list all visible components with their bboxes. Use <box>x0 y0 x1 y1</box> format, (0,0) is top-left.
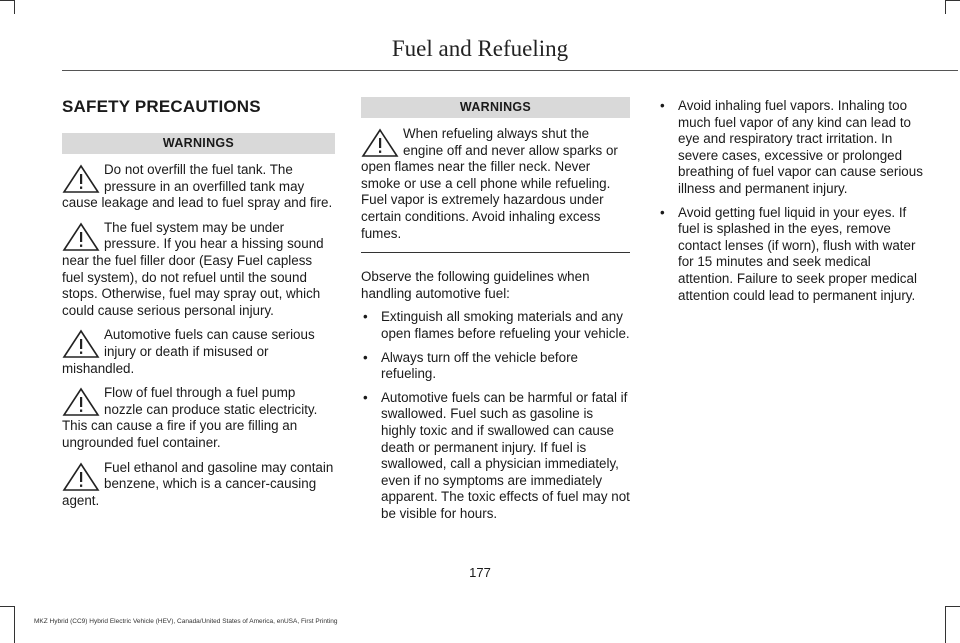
warning-text: Do not overfill the fuel tank. The pressure in an overfilled tank may cause leakage and lead to fuel spray and fire. <box>62 162 333 211</box>
column-2 <box>361 97 630 522</box>
warning-text: Fuel ethanol and gasoline may contain benzene, which is a cancer-causing agent. <box>62 459 334 508</box>
warning-text: The fuel system may be under pressure. If you hear a hissing sound near the fuel filler door (Easy Fuel capless fuel system), do not refuel until the sound stops. Otherwise, fuel may spray out, which could cause serious personal injury. <box>62 219 324 318</box>
warnings-header: WARNINGS <box>62 133 335 154</box>
bullet: • <box>363 389 368 405</box>
footer-text: MKZ Hybrid (CC9) Hybrid Electric Vehicle (HEV), Canada/United States of America, enUSA, First Printing <box>34 618 338 625</box>
warnings-rule <box>361 252 630 253</box>
warning-item <box>62 327 335 377</box>
warning-text: When refueling always shut the engine off and never allow sparks or open flames near the filler neck. Never smoke or use a cell phone while refueling. Fuel vapor is extremely hazardous under certain conditions. Avoid inhaling excess fumes. <box>361 126 618 241</box>
guidelines-intro: Observe the following guidelines when handling automotive fuel: <box>361 269 590 301</box>
warning-triangle-icon <box>62 462 100 492</box>
warning-triangle-icon <box>62 164 100 194</box>
warning-triangle-icon <box>62 387 100 417</box>
warning-triangle-icon <box>62 222 100 252</box>
crop-mark <box>945 606 946 643</box>
warning-triangle-icon <box>361 128 399 158</box>
crop-mark <box>0 0 14 1</box>
crop-mark <box>945 0 946 14</box>
warning-item <box>62 385 335 451</box>
guidelines-list <box>361 309 630 522</box>
warning-triangle-icon <box>62 329 100 359</box>
list-item-text: Extinguish all smoking materials and any open flames before refueling your vehicle. <box>381 309 630 341</box>
warning-item <box>361 126 630 242</box>
crop-mark <box>946 606 960 607</box>
warning-item <box>62 460 335 510</box>
column-1 <box>62 133 335 509</box>
crop-mark <box>0 606 14 607</box>
list-item <box>361 309 630 342</box>
bullet: • <box>660 98 665 113</box>
bullet: • <box>660 204 665 220</box>
list-item <box>658 205 926 305</box>
section-title: SAFETY PRECAUTIONS <box>62 97 261 116</box>
crop-mark <box>946 0 960 1</box>
warning-item <box>62 162 335 212</box>
warning-text: Flow of fuel through a fuel pump nozzle can produce static electricity. This can cause a fire if you are filling an ungrounded fuel container. <box>62 385 318 450</box>
list-item <box>361 390 630 523</box>
crop-mark <box>14 606 15 643</box>
list-item-text: Always turn off the vehicle before refueling. <box>381 349 579 382</box>
bullet: • <box>363 309 368 325</box>
crop-mark <box>14 0 15 14</box>
page-header-title: Fuel and Refueling <box>391 36 569 61</box>
list-item-text: Automotive fuels can be harmful or fatal if swallowed. Fuel such as gasoline is highly toxic and if swallowed can cause death or permanent injury. If fuel is swallowed, call a physician immediately, even if no symptoms are immediately apparent. The toxic effects of fuel may not be visible for hours. <box>381 389 630 521</box>
warnings-header: WARNINGS <box>361 97 630 118</box>
list-item-text: Avoid inhaling fuel vapors. Inhaling too much fuel vapor of any kind can lead to eye and respiratory tract irritation. In severe cases, excessive or prolonged breathing of fuel vapor can cause serious illness and permanent injury. <box>678 98 923 196</box>
list-item <box>361 350 630 383</box>
page-number: 177 <box>469 565 491 580</box>
guidelines-list-continued <box>658 98 926 304</box>
list-item-text: Avoid getting fuel liquid in your eyes. If fuel is splashed in the eyes, remove contact lenses (if worn), flush with water for 15 minutes and seek medical attention. Failure to seek proper medical attention could lead to permanent injury. <box>678 204 917 303</box>
warning-text: Automotive fuels can cause serious injury or death if misused or mishandled. <box>62 327 315 376</box>
column-3 <box>658 91 926 304</box>
bullet: • <box>363 349 368 365</box>
header-rule <box>62 70 958 71</box>
list-item <box>658 98 926 198</box>
warning-item <box>62 220 335 320</box>
